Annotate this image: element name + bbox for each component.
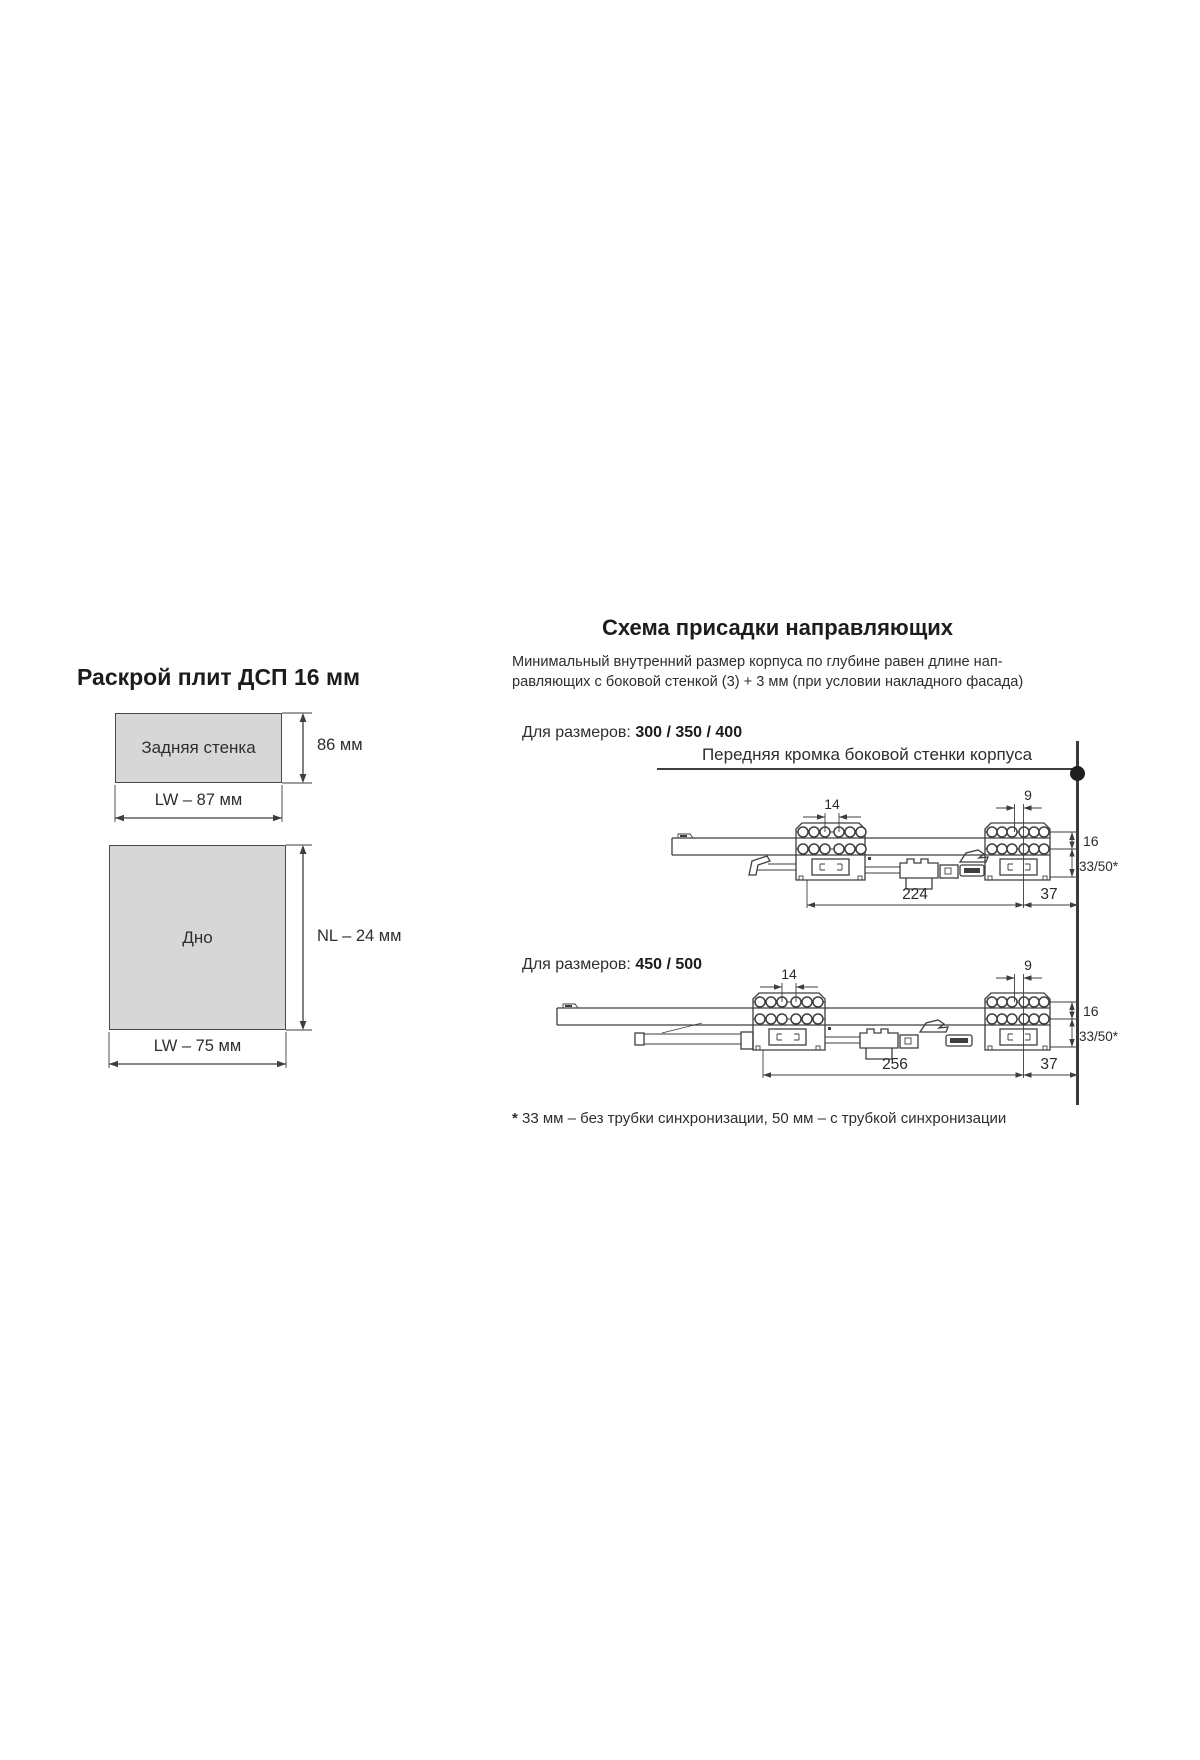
dim-row-spacing: 16: [1083, 833, 1099, 849]
dim-front-pitch: 9: [1024, 957, 1032, 973]
back-wall-width-label: LW – 87 мм: [154, 791, 243, 809]
slide-drawing-450-500: [550, 950, 1150, 1095]
description-line-1: Минимальный внутренний размер корпуса по глубине равен длине нап-: [512, 654, 1003, 670]
bottom-panel-height-label: NL – 24 мм: [317, 927, 402, 945]
dim-front-to-edge: 37: [1040, 1056, 1058, 1073]
dim-rear-pitch: 14: [781, 966, 797, 982]
drawing1-sizes-heading: [522, 724, 742, 742]
drawing1-sizes-prefix: Для размеров:: [522, 724, 636, 741]
dim-height: 33/50*: [1079, 1029, 1119, 1044]
left-section-title: Раскрой плит ДСП 16 мм: [77, 664, 360, 690]
back-wall-label: Задняя стенка: [141, 738, 256, 757]
lock-block: [900, 859, 938, 878]
dim-front-pitch: 9: [1024, 787, 1032, 803]
right-section-title: Схема присадки направляющих: [601, 615, 954, 640]
drawing2-sizes-prefix: Для размеров:: [522, 956, 636, 973]
left-panel-dimension-arrows: [60, 700, 440, 1080]
footnote-text: 33 мм – без трубки синхронизации, 50 мм – с трубкой синхронизации: [517, 1110, 1007, 1127]
dim-front-to-edge: 37: [1040, 886, 1058, 903]
dim-rear-to-front: 224: [902, 886, 928, 903]
lower-rail-end: [635, 1033, 644, 1045]
latch-lever: [749, 856, 770, 875]
hook-lever: [960, 850, 988, 862]
back-wall-height-label: 86 мм: [317, 736, 363, 754]
brand-plate: [950, 1038, 968, 1043]
brand-plate: [964, 868, 980, 873]
dim-row-spacing: 16: [1083, 1003, 1099, 1019]
drawing1-sizes-values: 300 / 350 / 400: [635, 724, 743, 741]
dim-rear-to-front: 256: [882, 1056, 908, 1073]
dim-height: 33/50*: [1079, 859, 1119, 874]
lock-block: [860, 1029, 898, 1048]
footnote-asterisk: *: [512, 1110, 518, 1127]
bottom-panel-width-label: LW – 75 мм: [153, 1037, 242, 1055]
front-edge-label: Передняя кромка боковой стенки корпуса: [657, 745, 1077, 770]
slide-drawing-300-350-400: [550, 780, 1150, 920]
drawing2-sizes-values: 450 / 500: [635, 956, 703, 973]
cabinet-front-edge-dot: [1070, 766, 1085, 781]
dim-rear-pitch: 14: [824, 796, 840, 812]
footnote: [512, 1110, 1006, 1127]
hook-lever: [920, 1020, 948, 1032]
description-line-2: равляющих с боковой стенкой (3) + 3 мм (при условии накладного фасада): [512, 674, 1024, 690]
bottom-panel-label: Дно: [182, 927, 213, 947]
